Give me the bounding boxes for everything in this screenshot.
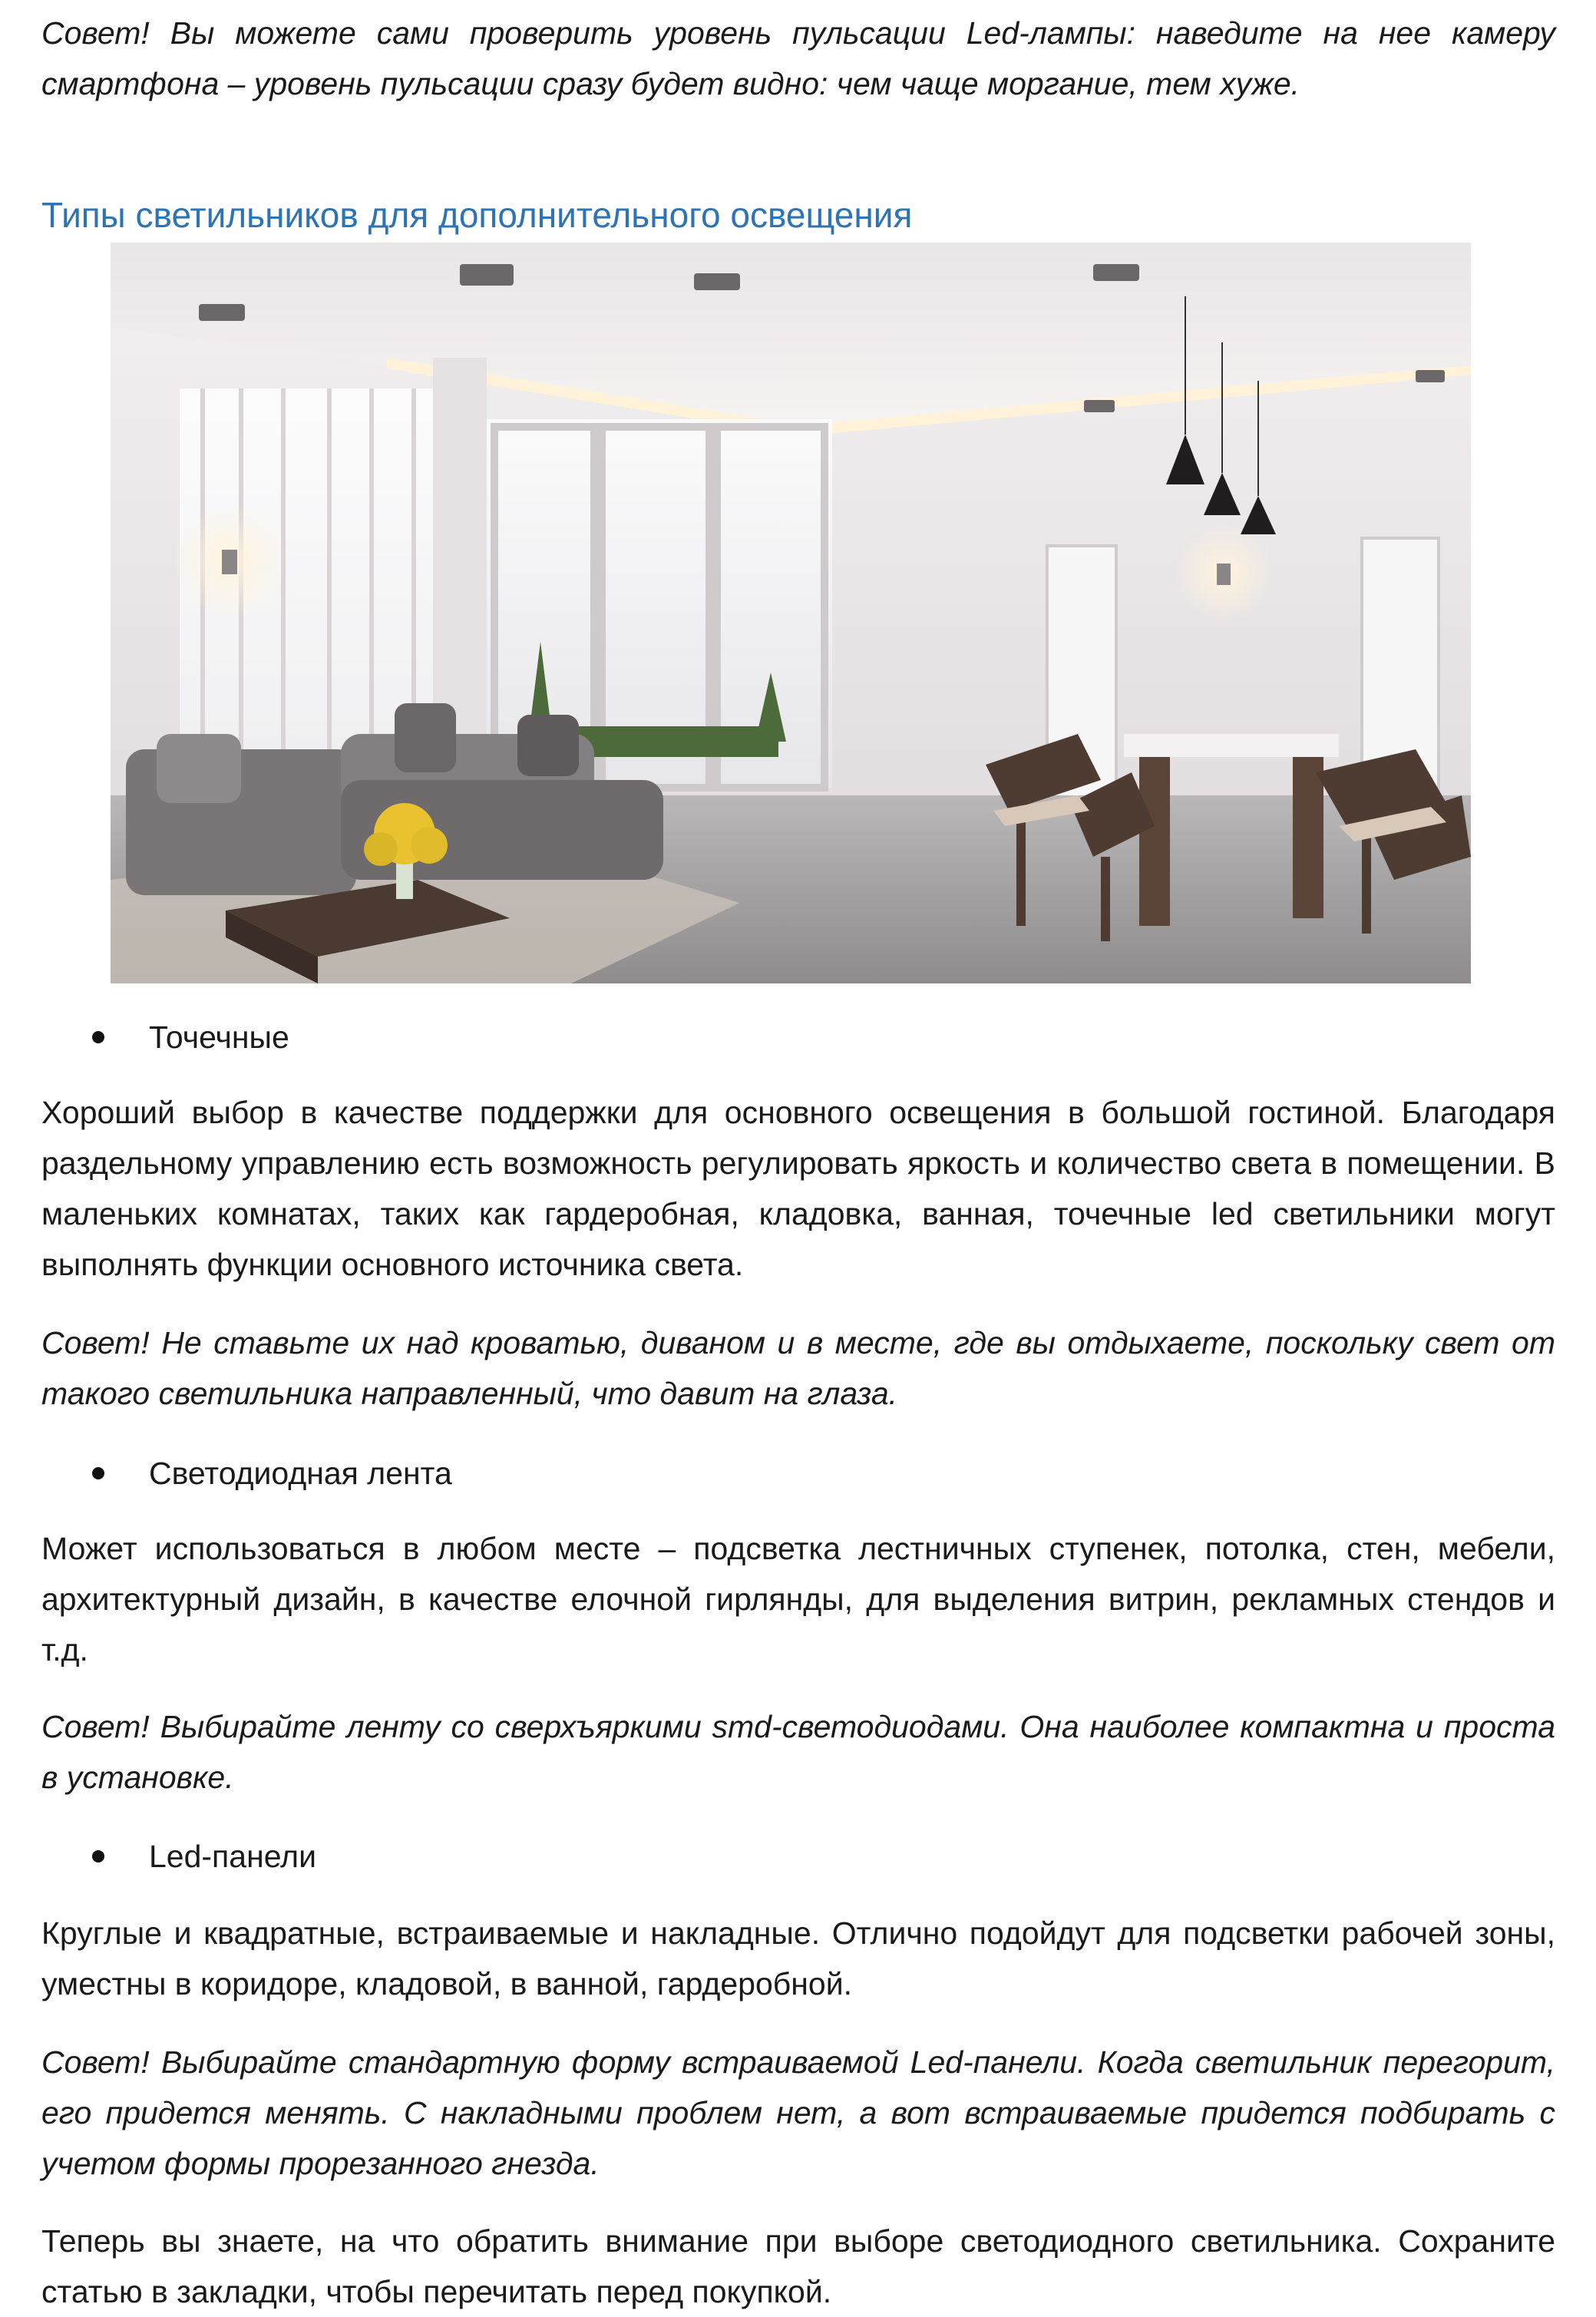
- section-heading: Типы светильников для дополнительного освещения: [41, 195, 913, 235]
- tip-text: Совет! Выбирайте стандартную форму встраиваемой Led-панели. Когда светильник перегорит, его придется менять. С накладными проблем нет, а вот встраиваемые придется подбирать с учетом формы прорезанного гнезда.: [41, 2044, 1555, 2181]
- paragraph-text: Хороший выбор в качестве поддержки для основного освещения в большой гостиной. Благодаря раздельному управлению есть возможность регулировать яркость и количество света в помещении. В маленьких комнатах, таких как гардеробная, кладовка, ванная, точечные led светильники могут выполнять функции основного источника света.: [41, 1095, 1555, 1282]
- closing-paragraph: [41, 2216, 1555, 2317]
- paragraph: [41, 1908, 1555, 2009]
- list-item-label: Точечные: [149, 1020, 289, 1055]
- list-item-label: Led-панели: [149, 1839, 316, 1874]
- tip: [41, 1317, 1555, 1419]
- tip: [41, 1701, 1555, 1803]
- paragraph-text: Круглые и квадратные, встраиваемые и накладные. Отлично подойдут для подсветки рабочей зоны, уместны в коридоре, кладовой, в ванной, гардеробной.: [41, 1915, 1555, 2001]
- bullet-icon: [92, 1850, 104, 1863]
- bullet-icon: [92, 1467, 104, 1479]
- bullet-icon: [92, 1031, 104, 1043]
- paragraph: [41, 1087, 1555, 1290]
- interior-photo: [111, 243, 1471, 983]
- list-item-label: Светодиодная лента: [149, 1456, 452, 1491]
- paragraph: [41, 1523, 1555, 1675]
- closing-text: Теперь вы знаете, на что обратить внимание при выборе светодиодного светильника. Сохраните статью в закладки, чтобы перечитать перед покупкой.: [41, 2223, 1555, 2309]
- tip-text: Совет! Не ставьте их над кроватью, диваном и в месте, где вы отдыхаете, поскольку свет от такого светильника направленный, что давит на глаза.: [41, 1325, 1555, 1411]
- section-heading-block: [41, 192, 1555, 238]
- tip-text: Совет! Выбирайте ленту со сверхъяркими smd-светодиодами. Она наиболее компактна и проста в установке.: [41, 1709, 1555, 1795]
- paragraph-text: Может использоваться в любом месте – подсветка лестничных ступенек, потолка, стен, мебели, архитектурный дизайн, в качестве елочной гирлянды, для выделения витрин, рекламных стендов и т.д.: [41, 1531, 1555, 1668]
- tip: [41, 2037, 1555, 2189]
- intro-tip-text: Совет! Вы можете сами проверить уровень пульсации Led-лампы: наведите на нее камеру смартфона – уровень пульсации сразу будет видно: чем чаще моргание, тем хуже.: [41, 15, 1555, 101]
- intro-tip: [41, 8, 1555, 109]
